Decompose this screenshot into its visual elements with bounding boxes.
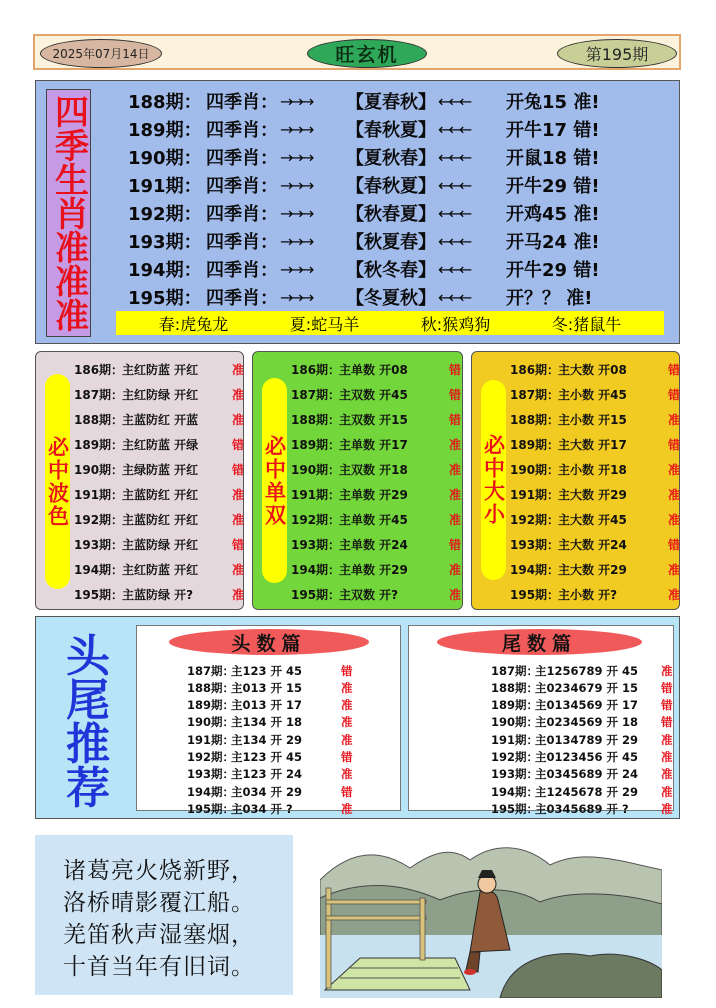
season-prediction: 【秋春夏】: [346, 204, 436, 225]
zodiac-row: [128, 143, 606, 171]
result-text: 开牛17 错!: [506, 120, 600, 141]
period-label: 195期：: [491, 801, 539, 816]
prediction-text: 主单数 开29: [339, 487, 408, 502]
prediction-text: 主单数 开24: [339, 537, 408, 552]
number-row: [491, 714, 673, 731]
prediction-text: 主013 开 17: [231, 698, 303, 713]
period-label: 191期：: [510, 487, 560, 502]
verdict-badge: 准: [661, 663, 673, 678]
panel-row: [510, 359, 680, 379]
verdict-badge: 准: [341, 767, 353, 782]
verdict-badge: 错: [449, 362, 462, 377]
verdict-badge: 准: [661, 732, 673, 747]
panel-row: [74, 584, 244, 604]
season-prediction: 【夏春秋】: [346, 92, 436, 113]
period-label: 190期：: [291, 462, 341, 477]
arrow-left: ←←←: [438, 119, 470, 139]
period-label: 187期：: [510, 387, 560, 402]
verdict-badge: 准: [449, 512, 462, 527]
arrow-right: →→→: [280, 203, 312, 223]
zodiac-row: [128, 255, 606, 283]
prediction-text: 主034 开 ?: [231, 801, 293, 816]
verdict-badge: 错: [661, 680, 673, 695]
number-row: [187, 697, 353, 714]
prediction-text: 主蓝防红 开红: [122, 512, 199, 527]
verdict-badge: 错: [341, 663, 353, 678]
panel-row: [510, 509, 680, 529]
poem-line: 洛桥晴影覆江船。: [63, 890, 255, 916]
arrow-left: ←←←: [438, 287, 470, 307]
landscape-illustration: [320, 840, 662, 998]
panel-row: [510, 534, 680, 554]
verdict-badge: 错: [668, 437, 681, 452]
prediction-text: 主蓝防红 开红: [122, 487, 199, 502]
number-row: [491, 783, 673, 800]
prediction-text: 主0123456 开 45: [535, 750, 639, 764]
verdict-badge: 准: [668, 587, 681, 602]
period-label: 187期：: [491, 663, 539, 678]
prediction-text: 主双数 开45: [339, 387, 408, 402]
prediction-text: 主红防蓝 开红: [122, 562, 199, 577]
period-label: 188期：: [491, 680, 539, 695]
wave-color-panel: [35, 351, 244, 610]
period-label: 187期：: [187, 663, 235, 678]
verdict-badge: 准: [661, 784, 673, 799]
period-label: 192期：: [491, 750, 539, 764]
zodiac-row: [128, 87, 606, 115]
panel-row: [291, 509, 461, 529]
period-label: 193期：: [291, 537, 341, 552]
prediction-text: 主双数 开?: [339, 587, 399, 602]
head-tail-title-char: 推: [66, 719, 110, 770]
poem-line: 十首当年有旧词。: [63, 954, 255, 980]
poem-line: 羌笛秋声湿塞烟，: [63, 922, 255, 948]
verdict-badge: 准: [449, 437, 462, 452]
prediction-text: 主小数 开15: [558, 412, 627, 427]
period-label: 188期：: [291, 412, 341, 427]
head-tail-title-char: 尾: [66, 675, 110, 726]
verdict-badge: 错: [341, 750, 353, 764]
head-tail-section: [35, 616, 680, 819]
zodiac-label: 四季肖：: [206, 176, 278, 197]
number-row: [491, 800, 673, 817]
number-row: [491, 766, 673, 783]
period-label: 193期：: [510, 537, 560, 552]
verdict-badge: 准: [232, 562, 245, 577]
prediction-text: 主034 开 29: [231, 784, 303, 799]
panel-row: [510, 409, 680, 429]
panel-row: [74, 534, 244, 554]
number-row: [187, 662, 353, 679]
period-label: 187期：: [74, 387, 124, 402]
result-text: 开马24 准!: [506, 232, 600, 253]
period-label: 193期：: [128, 232, 202, 253]
season-prediction: 【冬夏秋】: [346, 288, 436, 309]
head-number-box: [136, 625, 401, 816]
tail-number-title: 尾数篇: [437, 629, 642, 655]
panel-row: [74, 509, 244, 529]
arrow-right: →→→: [280, 259, 312, 279]
period-label: 189期：: [491, 698, 539, 713]
prediction-text: 主大数 开17: [558, 437, 627, 452]
verdict-badge: 准: [449, 562, 462, 577]
period-label: 189期：: [74, 437, 124, 452]
panel-row: [74, 459, 244, 479]
zodiac-row: [128, 171, 606, 199]
panel-row: [74, 559, 244, 579]
zodiac-label: 四季肖：: [206, 148, 278, 169]
arrow-right: →→→: [280, 287, 312, 307]
prediction-text: 主红防绿 开红: [122, 387, 199, 402]
verdict-badge: 错: [341, 784, 353, 799]
period-label: 192期：: [74, 512, 124, 527]
head-tail-title-char: 头: [66, 631, 110, 682]
verdict-badge: 准: [668, 512, 681, 527]
prediction-text: 主单数 开45: [339, 512, 408, 527]
season-legend: [116, 311, 664, 335]
verdict-badge: 错: [449, 387, 462, 402]
period-label: 194期：: [291, 562, 341, 577]
arrow-left: ←←←: [438, 175, 470, 195]
verdict-badge: 准: [668, 487, 681, 502]
panel-row: [510, 559, 680, 579]
prediction-text: 主1245678 开 29: [535, 784, 639, 799]
zodiac-row: [128, 283, 606, 311]
arrow-right: →→→: [280, 119, 312, 139]
verdict-badge: 准: [668, 462, 681, 477]
season-prediction: 【秋冬春】: [346, 260, 436, 281]
number-row: [491, 662, 673, 679]
period-label: 192期：: [510, 512, 560, 527]
period-label: 189期：: [187, 698, 235, 713]
verdict-badge: 准: [341, 698, 353, 713]
verdict-badge: 错: [668, 537, 681, 552]
verdict-badge: 错: [661, 715, 673, 730]
number-row: [491, 697, 673, 714]
panel-row: [291, 409, 461, 429]
period-label: 188期：: [128, 92, 202, 113]
arrow-right: →→→: [280, 91, 312, 111]
verdict-badge: 准: [449, 487, 462, 502]
period-label: 192期：: [291, 512, 341, 527]
verdict-badge: 错: [668, 387, 681, 402]
season-spring: 春:虎兔龙: [158, 314, 229, 334]
arrow-left: ←←←: [438, 259, 470, 279]
arrow-right: →→→: [280, 231, 312, 251]
prediction-text: 主绿防蓝 开红: [122, 462, 199, 477]
prediction-text: 主1256789 开 45: [535, 663, 639, 678]
period-label: 189期：: [291, 437, 341, 452]
prediction-text: 主0134789 开 29: [535, 732, 639, 747]
period-label: 193期：: [187, 767, 235, 782]
verdict-badge: 准: [668, 412, 681, 427]
number-row: [187, 679, 353, 696]
period-label: 194期：: [510, 562, 560, 577]
panel-row: [291, 384, 461, 404]
arrow-left: ←←←: [438, 203, 470, 223]
prediction-text: 主0345689 开 24: [535, 767, 639, 782]
prediction-text: 主小数 开?: [558, 587, 618, 602]
prediction-text: 主单数 开08: [339, 362, 408, 377]
season-prediction: 【夏秋春】: [346, 148, 436, 169]
panel-row: [74, 384, 244, 404]
verdict-badge: 错: [449, 537, 462, 552]
prediction-text: 主大数 开29: [558, 487, 627, 502]
prediction-text: 主013 开 15: [231, 680, 303, 695]
period-label: 189期：: [510, 437, 560, 452]
period-label: 195期：: [291, 587, 341, 602]
period-label: 187期：: [291, 387, 341, 402]
prediction-text: 主大数 开45: [558, 512, 627, 527]
verdict-badge: 准: [449, 462, 462, 477]
prediction-text: 主123 开 45: [231, 663, 303, 678]
odd-even-title: 必中单双: [262, 378, 287, 583]
season-prediction: 【春秋夏】: [346, 120, 436, 141]
verdict-badge: 准: [232, 487, 245, 502]
panel-row: [291, 559, 461, 579]
head-tail-title: [48, 631, 128, 814]
verdict-badge: 错: [232, 462, 245, 477]
prediction-text: 主大数 开24: [558, 537, 627, 552]
arrow-left: ←←←: [438, 147, 470, 167]
panel-row: [291, 584, 461, 604]
verdict-badge: 准: [661, 801, 673, 816]
zodiac-row: [128, 199, 606, 227]
four-seasons-section: [35, 80, 680, 344]
panel-row: [510, 384, 680, 404]
verdict-badge: 错: [449, 412, 462, 427]
period-label: 193期：: [74, 537, 124, 552]
panel-row: [74, 409, 244, 429]
period-label: 194期：: [187, 784, 235, 799]
prediction-text: 主134 开 18: [231, 715, 303, 730]
season-winter: 冬:猪鼠牛: [551, 314, 622, 334]
zodiac-row: [128, 115, 606, 143]
result-text: 开鼠18 错!: [506, 148, 600, 169]
period-label: 191期：: [187, 732, 235, 747]
verdict-badge: 准: [668, 562, 681, 577]
prediction-text: 主大数 开08: [558, 362, 627, 377]
prediction-text: 主小数 开45: [558, 387, 627, 402]
verdict-badge: 准: [232, 512, 245, 527]
odd-even-panel: [252, 351, 463, 610]
panel-row: [510, 434, 680, 454]
page-title: 旺玄机: [307, 39, 427, 68]
zodiac-row: [128, 227, 606, 255]
number-row: [491, 679, 673, 696]
verdict-badge: 准: [341, 680, 353, 695]
prediction-text: 主123 开 24: [231, 767, 303, 782]
prediction-text: 主蓝防绿 开?: [122, 587, 194, 602]
panel-row: [291, 484, 461, 504]
verdict-badge: 错: [668, 362, 681, 377]
zodiac-label: 四季肖：: [206, 288, 278, 309]
period-label: 186期：: [510, 362, 560, 377]
period-label: 188期：: [510, 412, 560, 427]
panel-row: [291, 534, 461, 554]
prediction-text: 主蓝防红 开蓝: [122, 412, 199, 427]
tail-number-box: [408, 625, 674, 816]
panel-row: [291, 434, 461, 454]
big-small-title: 必中大小: [481, 380, 506, 580]
period-label: 192期：: [128, 204, 202, 225]
prediction-text: 主0134569 开 17: [535, 698, 639, 713]
panel-row: [510, 484, 680, 504]
result-text: 开兔15 准!: [506, 92, 600, 113]
prediction-text: 主134 开 29: [231, 732, 303, 747]
period-label: 191期：: [128, 176, 202, 197]
verdict-badge: 准: [341, 715, 353, 730]
result-text: 开牛29 错!: [506, 260, 600, 281]
big-small-panel: [471, 351, 680, 610]
period-label: 193期：: [491, 767, 539, 782]
prediction-text: 主单数 开17: [339, 437, 408, 452]
panel-row: [291, 459, 461, 479]
number-row: [187, 731, 353, 748]
number-row: [187, 714, 353, 731]
period-label: 191期：: [74, 487, 124, 502]
arrow-right: →→→: [280, 175, 312, 195]
result-text: 开牛29 错!: [506, 176, 600, 197]
panel-row: [510, 459, 680, 479]
result-text: 开鸡45 准!: [506, 204, 600, 225]
period-label: 186期：: [74, 362, 124, 377]
header-bar: [33, 34, 681, 70]
result-text: 开？？ 准!: [506, 288, 593, 309]
period-label: 190期：: [128, 148, 202, 169]
panel-row: [291, 359, 461, 379]
prediction-text: 主双数 开15: [339, 412, 408, 427]
period-label: 194期：: [491, 784, 539, 799]
season-prediction: 【春秋夏】: [346, 176, 436, 197]
prediction-text: 主红防蓝 开绿: [122, 437, 199, 452]
verdict-badge: 准: [661, 750, 673, 764]
arrow-left: ←←←: [438, 91, 470, 111]
zodiac-label: 四季肖：: [206, 92, 278, 113]
date-badge: 2025年07月14日: [40, 39, 162, 68]
number-row: [187, 783, 353, 800]
prediction-text: 主0345689 开 ?: [535, 801, 629, 816]
verdict-badge: 准: [232, 587, 245, 602]
period-label: 195期：: [74, 587, 124, 602]
zodiac-label: 四季肖：: [206, 120, 278, 141]
four-seasons-title: 四季生肖准准准: [46, 89, 91, 337]
verdict-badge: 错: [232, 437, 245, 452]
arrow-right: →→→: [280, 147, 312, 167]
period-label: 188期：: [187, 680, 235, 695]
head-tail-title-char: 荐: [66, 763, 110, 814]
arrow-left: ←←←: [438, 231, 470, 251]
period-label: 194期：: [74, 562, 124, 577]
period-label: 190期：: [510, 462, 560, 477]
panel-row: [74, 359, 244, 379]
period-label: 195期：: [128, 288, 202, 309]
verdict-badge: 准: [341, 801, 353, 816]
verdict-badge: 准: [661, 767, 673, 782]
panel-row: [510, 584, 680, 604]
verdict-badge: 准: [232, 412, 245, 427]
period-label: 194期：: [128, 260, 202, 281]
number-row: [187, 749, 353, 766]
period-label: 192期：: [187, 750, 235, 764]
period-label: 195期：: [510, 587, 560, 602]
issue-badge: 第195期: [557, 39, 677, 68]
period-label: 195期：: [187, 801, 235, 816]
panel-row: [74, 484, 244, 504]
period-label: 190期：: [187, 715, 235, 730]
prediction-text: 主小数 开18: [558, 462, 627, 477]
prediction-text: 主单数 开29: [339, 562, 408, 577]
prediction-text: 主123 开 45: [231, 750, 303, 764]
verdict-badge: 准: [449, 587, 462, 602]
verdict-badge: 错: [232, 537, 245, 552]
verdict-badge: 准: [232, 362, 245, 377]
period-label: 191期：: [491, 732, 539, 747]
period-label: 191期：: [291, 487, 341, 502]
zodiac-label: 四季肖：: [206, 232, 278, 253]
prediction-text: 主大数 开29: [558, 562, 627, 577]
number-row: [491, 731, 673, 748]
zodiac-label: 四季肖：: [206, 204, 278, 225]
prediction-text: 主红防蓝 开红: [122, 362, 199, 377]
period-label: 186期：: [291, 362, 341, 377]
season-autumn: 秋:猴鸡狗: [420, 314, 491, 334]
wave-color-title: 必中波色: [45, 374, 70, 589]
poem-box: [35, 835, 293, 995]
season-prediction: 【秋夏春】: [346, 232, 436, 253]
verdict-badge: 准: [232, 387, 245, 402]
number-row: [491, 749, 673, 766]
poem-line: 诸葛亮火烧新野，: [63, 858, 255, 884]
number-row: [187, 766, 353, 783]
verdict-badge: 准: [341, 732, 353, 747]
period-label: 188期：: [74, 412, 124, 427]
prediction-text: 主双数 开18: [339, 462, 408, 477]
season-summer: 夏:蛇马羊: [289, 314, 360, 334]
number-row: [187, 800, 353, 817]
prediction-text: 主0234569 开 18: [535, 715, 639, 730]
prediction-text: 主0234679 开 15: [535, 680, 639, 695]
head-number-title: 头数篇: [169, 629, 369, 655]
prediction-text: 主蓝防绿 开红: [122, 537, 199, 552]
panel-row: [74, 434, 244, 454]
zodiac-label: 四季肖：: [206, 260, 278, 281]
period-label: 189期：: [128, 120, 202, 141]
verdict-badge: 错: [661, 698, 673, 713]
period-label: 190期：: [491, 715, 539, 730]
period-label: 190期：: [74, 462, 124, 477]
